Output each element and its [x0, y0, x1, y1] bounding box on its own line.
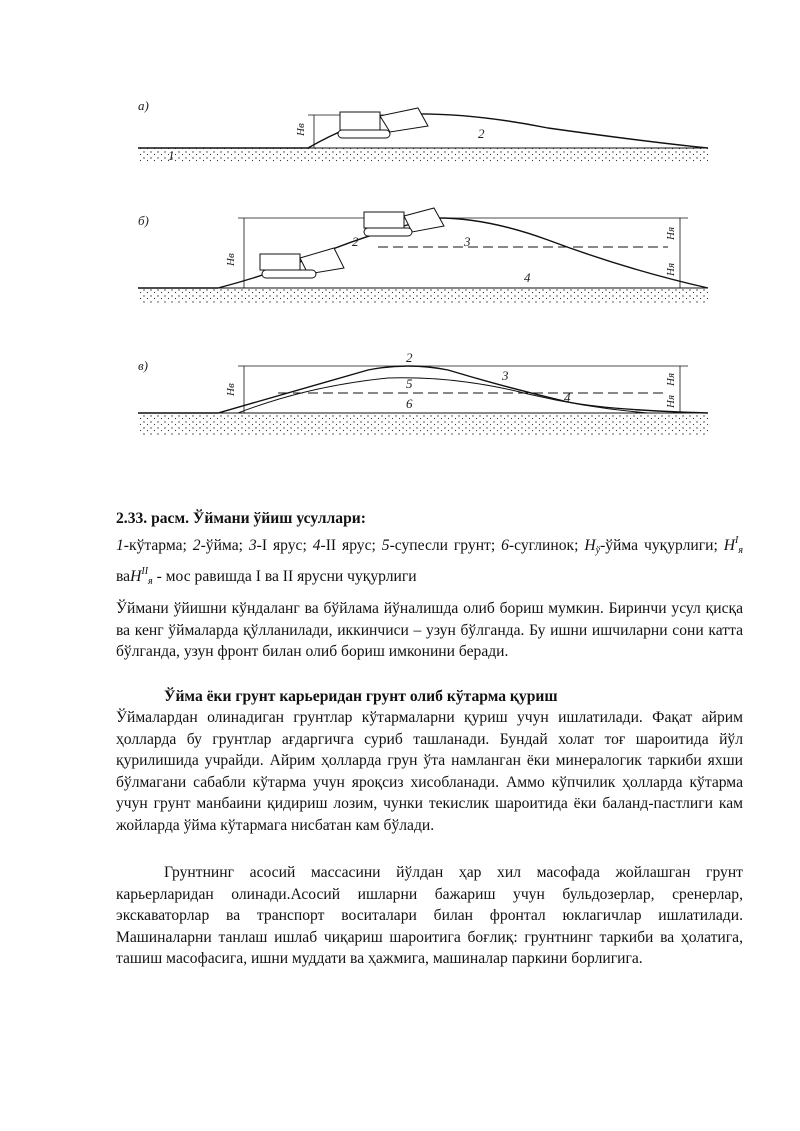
panel-c-number-3: 3: [502, 368, 509, 383]
figure-caption: [116, 508, 743, 593]
tier-symbol-1-sub: я: [738, 544, 744, 556]
panel-c-section: [138, 350, 708, 435]
panel-a-label: а): [138, 98, 149, 113]
legend-num-3: 3: [248, 536, 257, 554]
legend-text-5: -супесли грунт;: [389, 536, 502, 554]
panel-c-tier2-symbol: Ня: [665, 394, 677, 408]
panel-b-number-3: 3: [464, 234, 471, 249]
panel-c-number-4: 4: [564, 390, 571, 405]
tier-symbol-1: Н: [723, 536, 736, 554]
paragraph-3: Грунтнинг асосий массасини йўлдан ҳар хил масофада жойлашган грунт карьерларидан олинади.Асосий ишларни бажариш учун бульдозерлар, сренерлар, экскаваторлар ва транспорт воситалари билан фронтал юклагичлар ишлатилади. Машиналарни танлаш ишлаб чиқариш шароитига боғлиқ: грунтнинг таркиби ва ҳолатига, ташиш масофасига, ишни муддати ва ҳажмига, машиналар паркини борлигига.: [116, 864, 743, 968]
paragraph-2: Ўймалардан олинадиган грунтлар кўтармаларни қуриш учун ишлатилади. Фақат айрим ҳолларда бу грунтлар ағдаргичга суриб ташланади. Бундай холат тоғ шароитида йўл қурилишида учрайди. Айрим ҳолларда грун ўта намланган ёки минералогик таркиби яхши бўлмагани сабабли кўтарма учун яроқсиз хисобланади. Аммо кўпчилик ҳолларда кўтарма учун грунт манбаини қидириш лозим, чунки текислик шароитида ёки баланд-пастлиги кам жойларда ўйма кўтармага нисбатан кам бўлади.: [116, 709, 743, 834]
caption-title: 2.33. расм. Ўймани ўйиш усуллари:: [116, 510, 366, 527]
panel-c-depth-symbol: Нв: [225, 383, 237, 396]
paragraph-1: Ўймани ўйишни кўндаланг ва бўйлама йўналишда олиб бориш мумкин. Биринчи усул қисқа ва кенг ўймаларда қўлланилади, иккинчиси – узун бўлганда. Бу ишни ишчиларни сони катта бўлганда, узун фронт билан олиб бориш имконини беради.: [116, 600, 743, 661]
caption-legend: [116, 530, 743, 593]
panel-a-number-1: 1: [168, 148, 175, 163]
excavation-methods-figure: [128, 90, 718, 450]
legend-text-2: -ўйма;: [200, 536, 249, 554]
legend-text-3: -I ярус;: [256, 536, 313, 554]
tier-symbol-2-sup: II: [141, 566, 149, 578]
legend-num-2: 2: [192, 536, 201, 554]
panel-b-label: б): [138, 213, 149, 228]
panel-a-number-2: 2: [478, 126, 485, 141]
panel-a-section: [138, 108, 708, 163]
section-heading: Ўйма ёки грунт карьеридан грунт олиб кўтарма қуриш: [164, 688, 558, 705]
legend-num-5: 5: [381, 536, 390, 554]
depth-symbol: Н: [584, 536, 596, 554]
panel-b-number-2: 2: [352, 234, 359, 249]
panel-a-depth-symbol: Нв: [295, 123, 307, 136]
depth-text: -ўйма чуқурлиги;: [600, 536, 724, 554]
legend-num-1: 1: [116, 536, 124, 554]
depth-symbol-sub: ў: [595, 544, 601, 556]
panel-b-depth-symbol: Нв: [225, 253, 237, 266]
legend-num-4: 4: [312, 536, 321, 554]
panel-c-number-6: 6: [406, 396, 413, 411]
panel-b-section: [138, 208, 708, 304]
excavation-diagram: [128, 90, 718, 450]
legend-text-6: -суглинок;: [508, 536, 585, 554]
legend-text-4: -II ярус;: [320, 536, 382, 554]
panel-c-number-5: 5: [406, 376, 413, 391]
legend-tail: - мос равишда I ва II ярусни чуқурлиги: [152, 568, 417, 586]
panel-c-number-2: 2: [406, 350, 413, 365]
panel-b-number-4: 4: [524, 270, 531, 285]
and-word: ва: [116, 568, 131, 586]
legend-num-6: 6: [501, 536, 509, 554]
tier-symbol-2: Н: [130, 568, 142, 586]
panel-b-tier1-symbol: Ня: [665, 226, 677, 240]
panel-b-tier2-symbol: Ня: [665, 262, 677, 276]
legend-text-1: -кўтарма;: [123, 536, 193, 554]
panel-c-label: в): [138, 358, 148, 373]
tier-symbol-2-sub: я: [148, 576, 153, 588]
tier-symbol-1-sup: I: [735, 534, 739, 546]
panel-c-tier1-symbol: Ня: [665, 372, 677, 386]
